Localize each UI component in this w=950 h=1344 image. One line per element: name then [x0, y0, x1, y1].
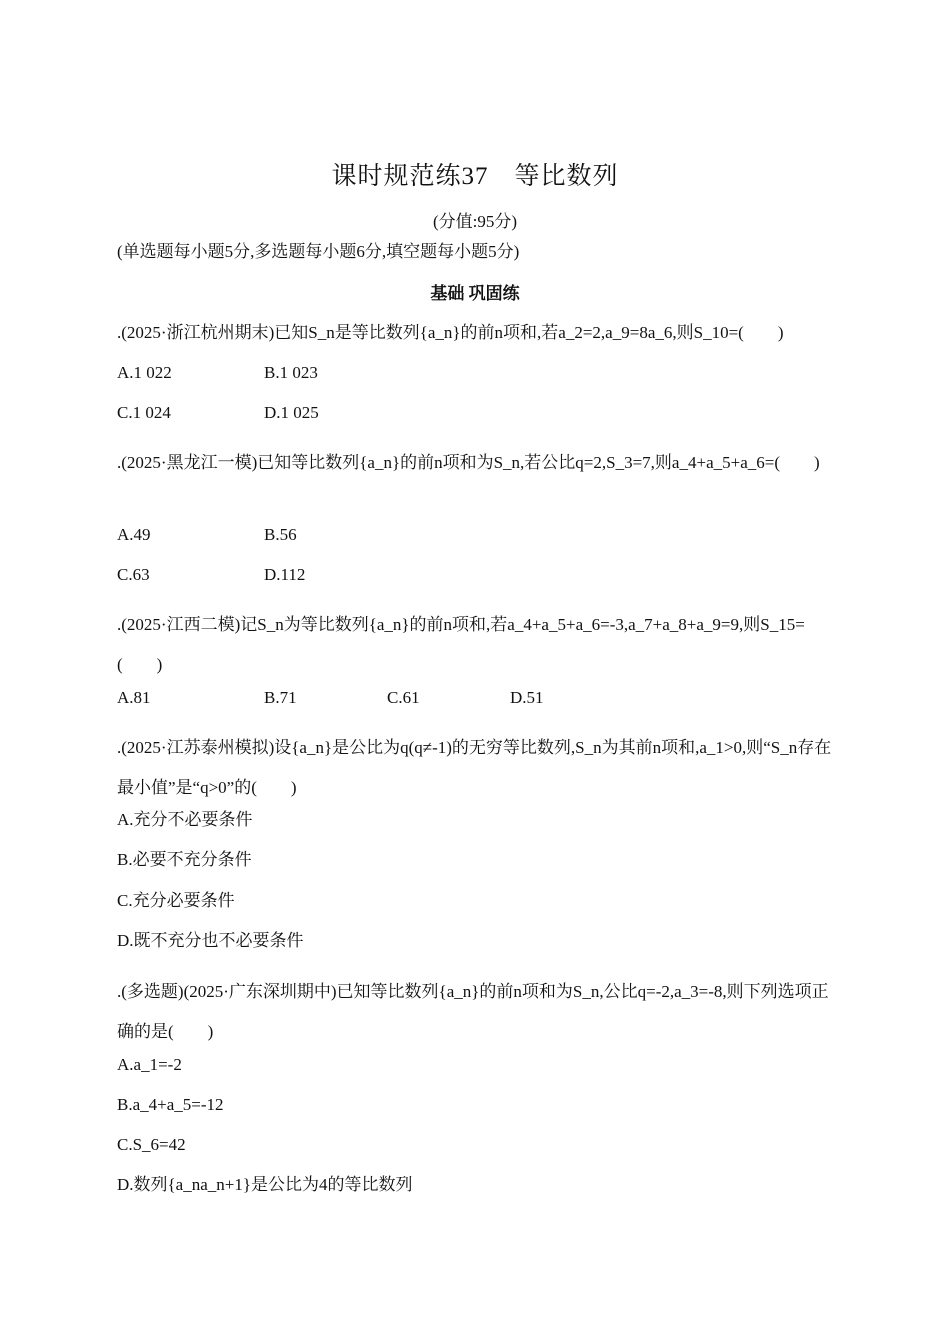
q2-option-a: A.49 — [117, 525, 151, 544]
section-heading: 基础 巩固练 — [430, 284, 520, 303]
q1-option-d: D.1 025 — [264, 403, 319, 422]
q4-option-a: A.充分不必要条件 — [117, 810, 253, 829]
q2-option-c: C.63 — [117, 565, 150, 584]
question-5: .(多选题)(2025·广东深圳期中)已知等比数列{a_n}的前n项和为S_n,公比q=-2,a_3=-8,则下列选项正确的是( ) — [117, 982, 829, 1041]
q3-option-a: A.81 — [117, 688, 151, 707]
q5-option-c: C.S_6=42 — [117, 1135, 186, 1154]
question-4: .(2025·江苏泰州模拟)设{a_n}是公比为q(q≠-1)的无穷等比数列,S_n为其前n项和,a_1>0,则“S_n存在最小值”是“q>0”的( ) — [117, 738, 832, 797]
scoring-rules: (单选题每小题5分,多选题每小题6分,填空题每小题5分) — [117, 242, 520, 261]
q4-option-c: C.充分必要条件 — [117, 891, 235, 910]
q3-option-c: C.61 — [387, 688, 420, 707]
q4-option-b: B.必要不充分条件 — [117, 850, 252, 869]
score-note: (分值:95分) — [432, 212, 518, 231]
question-2: .(2025·黑龙江一模)已知等比数列{a_n}的前n项和为S_n,若公比q=2,S_3=7,则a_4+a_5+a_6=( ) — [117, 453, 820, 472]
question-1: .(2025·浙江杭州期末)已知S_n是等比数列{a_n}的前n项和,若a_2=2,a_9=8a_6,则S_10=( ) — [117, 323, 784, 342]
q3-option-b: B.71 — [264, 688, 297, 707]
q1-option-c: C.1 024 — [117, 403, 171, 422]
q1-option-b: B.1 023 — [264, 363, 318, 382]
q3-option-d: D.51 — [510, 688, 544, 707]
q2-option-b: B.56 — [264, 525, 297, 544]
q5-option-d: D.数列{a_na_n+1}是公比为4的等比数列 — [117, 1175, 413, 1194]
q4-option-d: D.既不充分也不必要条件 — [117, 931, 304, 950]
page-title: 课时规范练37 等比数列 — [331, 163, 619, 190]
question-3: .(2025·江西二模)记S_n为等比数列{a_n}的前n项和,若a_4+a_5+a_6=-3,a_7+a_8+a_9=9,则S_15=( ) — [117, 615, 805, 674]
q5-option-a: A.a_1=-2 — [117, 1055, 182, 1074]
q5-option-b: B.a_4+a_5=-12 — [117, 1095, 224, 1114]
q2-option-d: D.112 — [264, 565, 306, 584]
q1-option-a: A.1 022 — [117, 363, 172, 382]
